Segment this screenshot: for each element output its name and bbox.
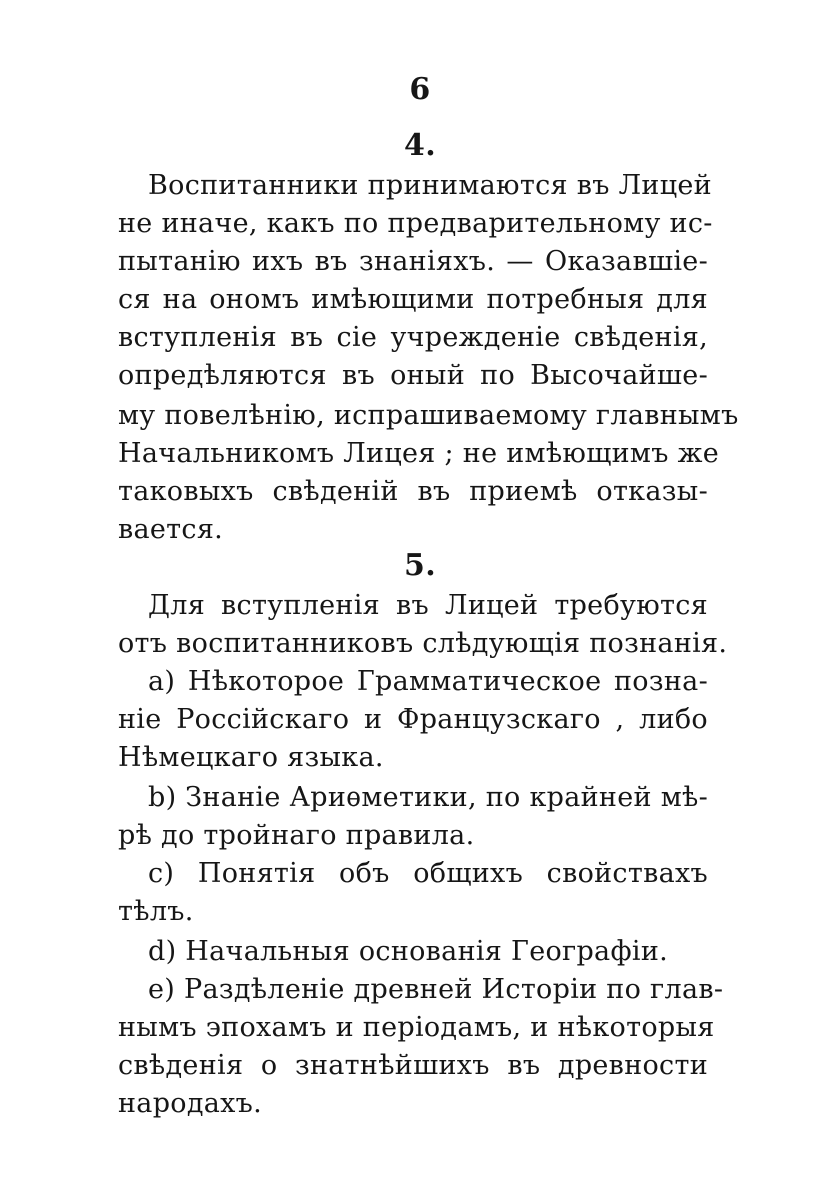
list-item-a: a) Нѣкоторое Грамматическое позна- <box>148 666 708 697</box>
paragraph-line: пытанію ихъ въ знаніяхъ. — Оказавшіе- <box>118 246 708 277</box>
paragraph-line: свѣденія о знатнѣйшихъ въ древности <box>118 1050 708 1081</box>
paragraph-line: опредѣляются въ оный по Высочайше- <box>118 360 708 391</box>
paragraph-line: тѣлъ. <box>118 896 194 927</box>
paragraph-line: Начальникомъ Лицея ; не имѣющимъ же <box>118 438 720 469</box>
paragraph-line: Нѣмецкаго языка. <box>118 742 384 773</box>
paragraph-line: ніе Россійскаго и Французскаго , либо <box>118 704 708 735</box>
paragraph-line: отъ воспитанниковъ слѣдующія познанія. <box>118 628 728 659</box>
paragraph-line: нымъ эпохамъ и періодамъ, и нѣкоторыя <box>118 1012 715 1043</box>
section-number: 4. <box>404 128 436 163</box>
paragraph-line: рѣ до тройнаго правила. <box>118 820 475 851</box>
paragraph-line: вается. <box>118 514 224 545</box>
paragraph-line: ся на ономъ имѣющими потребныя для <box>118 284 708 315</box>
paragraph-line: таковыхъ свѣденій въ приемѣ отказы- <box>118 476 708 507</box>
list-item-b: b) Знаніе Ариѳметики, по крайней мѣ- <box>148 782 708 813</box>
paragraph-line: Воспитанники принимаются въ Лицей <box>148 170 712 201</box>
paragraph-line: вступленія въ сіе учрежденіе свѣденія, <box>118 322 708 353</box>
list-item-c: c) Понятія объ общихъ свойствахъ <box>148 858 708 889</box>
page-number: 6 <box>409 72 431 107</box>
paragraph-line: му повелѣнію, испрашиваемому главнымъ <box>118 400 739 431</box>
section-number: 5. <box>404 548 436 583</box>
paragraph-line: не иначе, какъ по предварительному ис- <box>118 208 713 239</box>
list-item-d: d) Начальныя основанія Географіи. <box>148 936 668 967</box>
list-item-e: e) Раздѣленіе древней Исторіи по глав- <box>148 974 724 1005</box>
paragraph-line: народахъ. <box>118 1088 263 1119</box>
paragraph-line: Для вступленія въ Лицей требуются <box>148 590 708 621</box>
